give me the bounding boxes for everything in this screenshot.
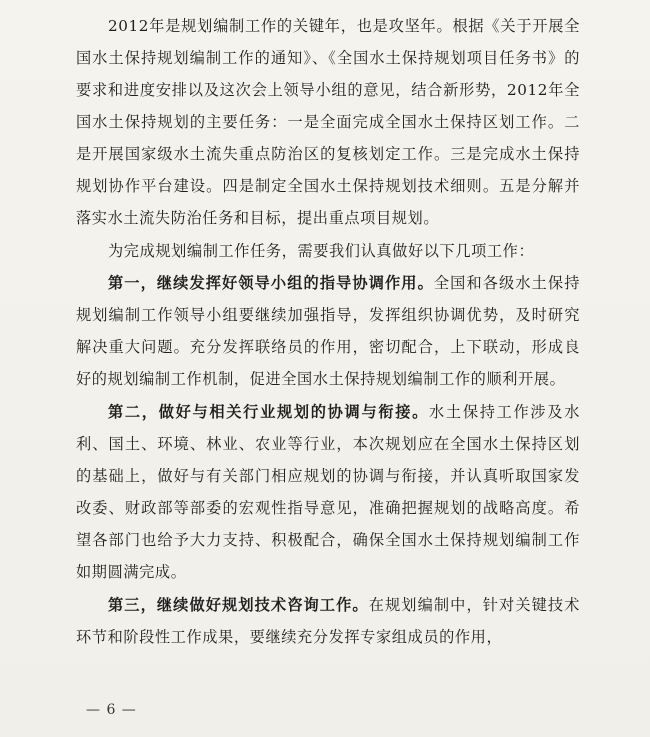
paragraph-text: 2012年是规划编制工作的关键年，也是攻坚年。根据《关于开展全国水土保持规划编制工作的通知》、《全国水土保持规划项目任务书》的要求和进度安排以及这次会上领导小组的意见，结合新形势，2012年全国水土保持规划的主要任务：一是全面完成全国水土保持区划工作。二是开展国家级水土流失重点防治区的复核划定工作。三是完成水土保持规划协作平台建设。四是制定全国水土保持规划技术细则。五是分解并落实水土流失防治任务和目标，提出重点项目规划。 xyxy=(76,17,580,227)
paragraph-text: 为完成规划编制工作任务，需要我们认真做好以下几项工作： xyxy=(108,242,535,260)
paragraph-main-tasks xyxy=(76,10,580,234)
paragraph-intro-work xyxy=(76,235,580,267)
paragraph-heading: 第一，继续发挥好领导小组的指导协调作用。 xyxy=(108,274,434,292)
paragraph-third-item xyxy=(76,589,580,653)
paragraph-text: 在规划编制中，针对关键技术环节和阶段性工作成果，要继续充分发挥专家组成员的作用， xyxy=(76,596,580,646)
paragraph-text: 全国和各级水土保持规划编制工作领导小组要继续加强指导，发挥组织协调优势，及时研究解决重大问题。充分发挥联络员的作用，密切配合，上下联动，形成良好的规划编制工作机制，促进全国水土保持规划编制工作的顺利开展。 xyxy=(76,274,581,388)
paragraph-first-item xyxy=(76,267,580,395)
paragraph-text: 水土保持工作涉及水利、国土、环境、林业、农业等行业，本次规划应在全国水土保持区划的基础上，做好与有关部门相应规划的协调与衔接，并认真听取国家发改委、财政部等部委的宏观性指导意见，准确把握规划的战略高度。希望各部门也给予大力支持、积极配合，确保全国水土保持规划编制工作如期圆满完成。 xyxy=(76,403,580,581)
paragraph-heading: 第三，继续做好规划技术咨询工作。 xyxy=(108,596,369,614)
paragraph-second-item xyxy=(76,396,580,588)
paragraph-heading: 第二，做好与相关行业规划的协调与衔接。 xyxy=(108,403,430,421)
page-number: — 6 — xyxy=(86,702,137,718)
